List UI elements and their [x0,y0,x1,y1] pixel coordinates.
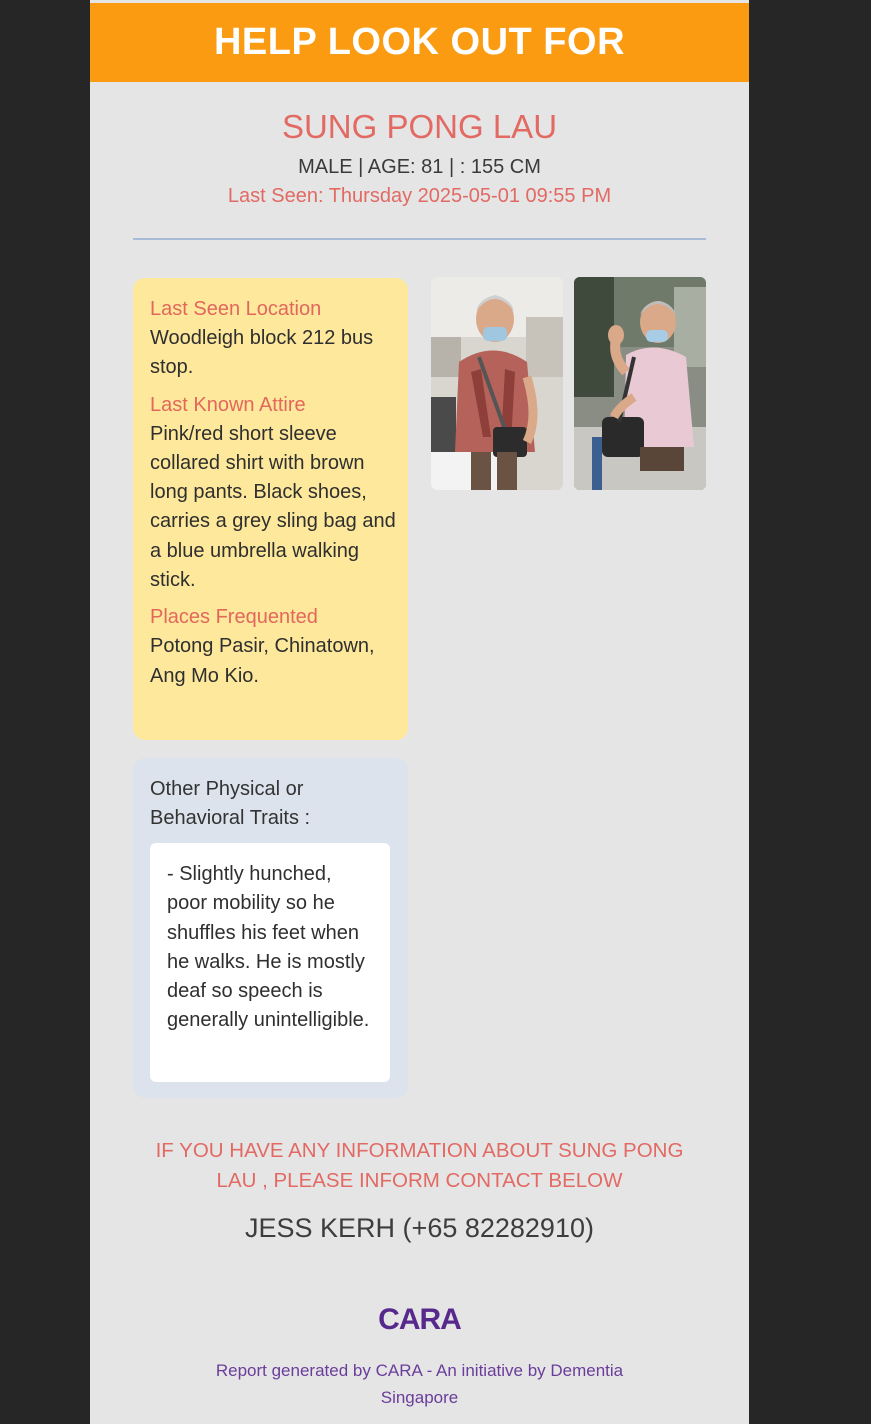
person-photo-1-image [431,277,563,490]
header-divider [133,238,706,240]
places-label: Places Frequented [150,606,318,629]
attire-label: Last Known Attire [150,393,306,416]
location-text: Woodleigh block 212 bus stop. [150,327,374,379]
traits-title: Other Physical or Behavioral Traits : [150,778,311,829]
cara-logo: CARA [378,1303,461,1336]
person-name: SUNG PONG LAU [281,108,558,145]
traits-text: - Slightly hunched, poor mobility so he shuffles his feet when he walks. He is mostly deaf so speech is generally unintelligible. [167,863,370,1032]
call-to-action: IF YOU HAVE ANY INFORMATION ABOUT SUNG PONG LAU , PLEASE INFORM CONTACT BELOW [155,1139,684,1192]
last-seen-datetime: Last Seen: Thursday 2025-05-01 09:55 PM [227,185,612,207]
person-photo-2-image [574,277,706,490]
person-meta: MALE | AGE: 81 | : 155 CM [298,156,541,178]
traits-card [133,758,408,1098]
person-photo-1 [431,277,563,490]
contact-info: JESS KERH (+65 82282910) [245,1213,594,1243]
missing-person-poster [90,0,749,1424]
details-content [150,295,400,699]
right-dark-border [749,0,871,1424]
details-card [133,278,408,740]
traits-text-card [150,843,390,1082]
header-banner: HELP LOOK OUT FOR [90,3,749,82]
location-label: Last Seen Location [150,298,322,320]
places-text: Potong Pasir, Chinatown, Ang Mo Kio. [150,635,375,687]
attire-text: Pink/red short sleeve collared shirt with brown long pants. Black shoes, carries a grey sling bag and a blue umbrella walking stick. [150,422,396,592]
footer-text: Report generated by CARA - An initiative by Dementia Singapore [215,1361,624,1407]
left-dark-border [0,0,90,1424]
person-photo-2 [574,277,706,490]
